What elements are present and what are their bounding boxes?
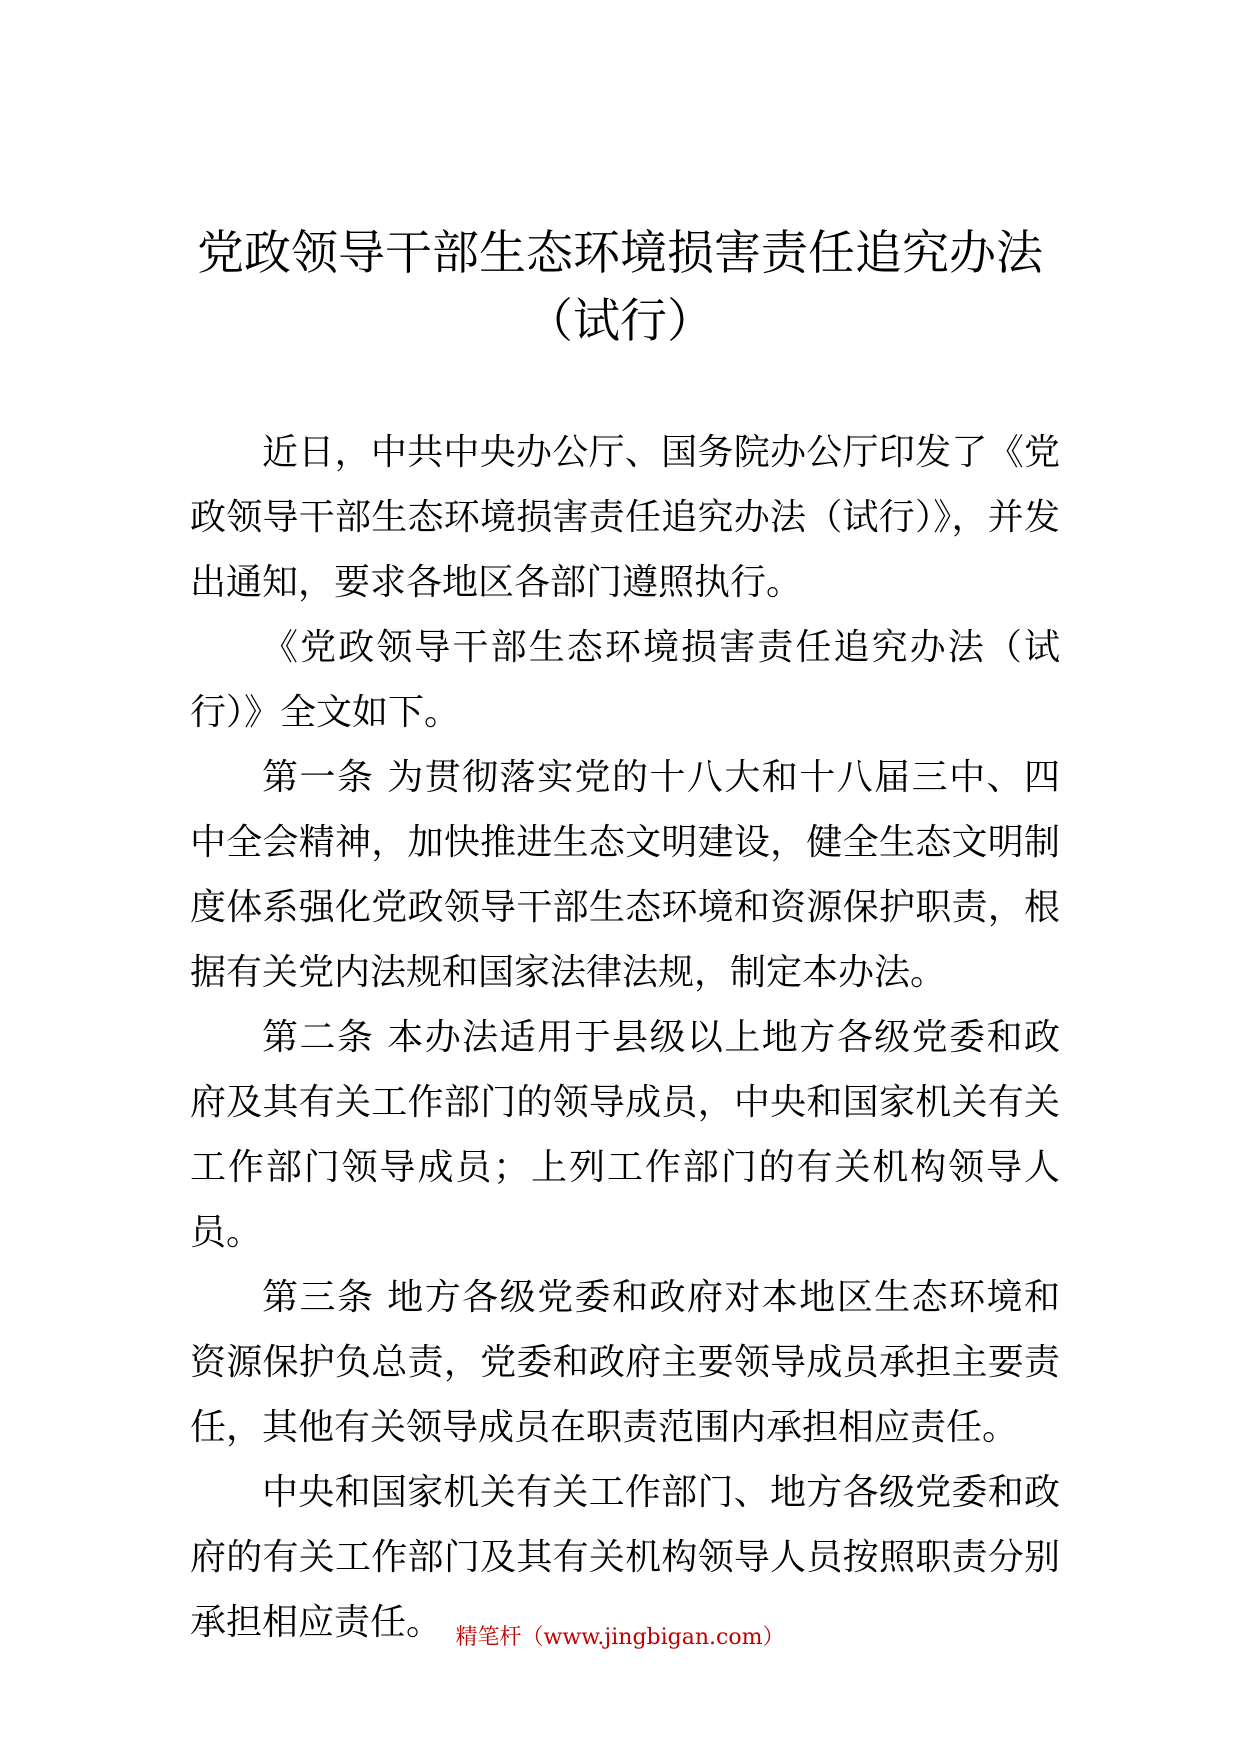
paragraph-intro: 近日，中共中央办公厅、国务院办公厅印发了《党政领导干部生态环境损害责任追究办法（试行）》，并发出通知，要求各地区各部门遵照执行。 xyxy=(190,432,1060,603)
footer-watermark: 精笔杆（www.jingbigan.com） xyxy=(455,1625,785,1650)
paragraph-article-3-continued: 中央和国家机关有关工作部门、地方各级党委和政府的有关工作部门及其有关机构领导人员按照职责分别承担相应责任。 xyxy=(190,1472,1060,1643)
title-line-2: （试行） xyxy=(526,294,714,349)
document-body xyxy=(190,420,1060,1655)
paragraph-article-2: 第二条 本办法适用于县级以上地方各级党委和政府及其有关工作部门的领导成员，中央和国家机关有关工作部门领导成员；上列工作部门的有关机构领导人员。 xyxy=(190,1017,1060,1253)
paragraph-article-3: 第三条 地方各级党委和政府对本地区生态环境和资源保护负总责，党委和政府主要领导成员承担主要责任，其他有关领导成员在职责范围内承担相应责任。 xyxy=(190,1277,1060,1448)
paragraph-fulltext-notice: 《党政领导干部生态环境损害责任追究办法（试行）》全文如下。 xyxy=(190,627,1060,733)
document-title xyxy=(190,220,1050,356)
title-line-1: 党政领导干部生态环境损害责任追究办法 xyxy=(197,226,1043,281)
paragraph-article-1: 第一条 为贯彻落实党的十八大和十八届三中、四中全会精神，加快推进生态文明建设，健全生态文明制度体系强化党政领导干部生态环境和资源保护职责，根据有关党内法规和国家法律法规，制定本办法。 xyxy=(190,757,1060,993)
